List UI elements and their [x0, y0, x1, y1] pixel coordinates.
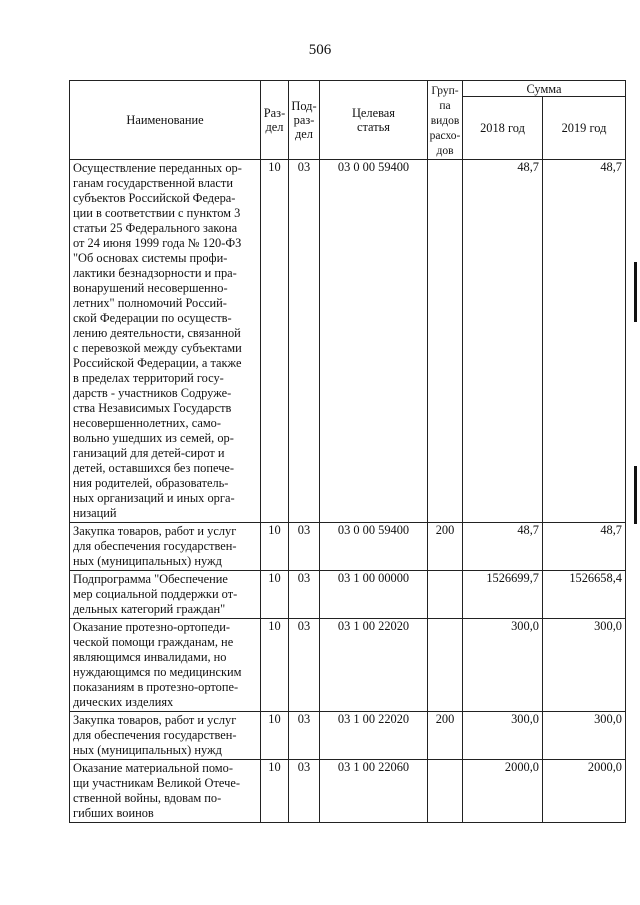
- header-sum-text: Сумма: [526, 81, 562, 96]
- row-target: 03 0 00 59400: [320, 523, 428, 571]
- table-row: [70, 571, 626, 619]
- row-podrazdel: 03: [289, 571, 320, 619]
- row-amount-2018: 48,7: [463, 523, 543, 571]
- header-name-text: Наименование: [126, 113, 204, 127]
- header-podrazdel-text: Под- раз- дел: [291, 99, 317, 141]
- row-razdel: 10: [261, 160, 289, 523]
- row-amount-2018: 48,7: [463, 160, 543, 523]
- header-group: [428, 81, 463, 160]
- row-target: 03 1 00 22020: [320, 619, 428, 712]
- row-razdel: 10: [261, 619, 289, 712]
- header-sum: [463, 81, 626, 97]
- header-target-text: Целевая статья: [351, 106, 396, 134]
- row-amount-2019: 2000,0: [543, 760, 626, 823]
- header-target: [320, 81, 428, 160]
- header-y2019-text: 2019 год: [561, 121, 607, 136]
- row-podrazdel: 03: [289, 712, 320, 760]
- table-row: [70, 760, 626, 823]
- row-group: [428, 571, 463, 619]
- row-amount-2018: 2000,0: [463, 760, 543, 823]
- row-amount-2018: 1526699,7: [463, 571, 543, 619]
- row-group: [428, 160, 463, 523]
- row-podrazdel: 03: [289, 619, 320, 712]
- row-amount-2019: 48,7: [543, 160, 626, 523]
- row-name: Закупка товаров, работ и услуг для обеспечения государствен- ных (муниципальных) нужд: [70, 712, 261, 760]
- row-target: 03 1 00 22060: [320, 760, 428, 823]
- row-amount-2019: 300,0: [543, 712, 626, 760]
- table-row: [70, 712, 626, 760]
- margin-mark-lower: [634, 466, 637, 524]
- table-row: [70, 619, 626, 712]
- row-amount-2019: 48,7: [543, 523, 626, 571]
- header-y2019: [543, 97, 626, 160]
- header-y2018-text: 2018 год: [480, 121, 525, 136]
- row-name: Подпрограмма "Обеспечение мер социальной поддержки от- дельных категорий граждан": [70, 571, 261, 619]
- row-razdel: 10: [261, 760, 289, 823]
- row-name: Осуществление переданных ор- ганам государственной власти субъектов Российской Федера- ции в соответствии с пунктом 3 статьи 25 Федерального закона от 24 июня 1999 года № 120-ФЗ "Об основах системы профи- лактики безнадзорности и пра- вонарушений несовершенно- летних" полномочий Россий- ской Федерации по осуществ- лению деятельности, связанной с перевозкой между субъектами Российской Федерации, а также в пределах территорий госу- дарств - участников Содруже- ства Независимых Государств несовершеннолетних, само- вольно ушедших из семей, ор- ганизаций для детей-сирот и детей, оставшихся без попече- ния родителей, образователь- ных организаций и иных орга- низаций: [70, 160, 261, 523]
- row-name: Оказание материальной помо- щи участникам Великой Отече- ственной войны, вдовам по- гибших воинов: [70, 760, 261, 823]
- header-razdel-text: Раз- дел: [263, 106, 286, 134]
- margin-mark-upper: [634, 262, 637, 322]
- page-number: 506: [308, 42, 332, 58]
- row-podrazdel: 03: [289, 760, 320, 823]
- row-name: Оказание протезно-ортопеди- ческой помощи гражданам, не являющимся инвалидами, но нуждающимся по медицинским показаниям в протезно-ортопе- дических изделиях: [70, 619, 261, 712]
- row-group: 200: [428, 523, 463, 571]
- budget-table: [69, 80, 626, 823]
- header-podrazdel: [289, 81, 320, 160]
- row-group: 200: [428, 712, 463, 760]
- row-razdel: 10: [261, 523, 289, 571]
- row-target: 03 1 00 00000: [320, 571, 428, 619]
- row-group: [428, 619, 463, 712]
- row-amount-2018: 300,0: [463, 712, 543, 760]
- table-row: [70, 523, 626, 571]
- row-group: [428, 760, 463, 823]
- header-y2018: [463, 97, 543, 160]
- row-podrazdel: 03: [289, 160, 320, 523]
- row-amount-2019: 300,0: [543, 619, 626, 712]
- header-group-text: Груп- па видов расхо- дов: [429, 84, 461, 157]
- row-razdel: 10: [261, 571, 289, 619]
- row-amount-2019: 1526658,4: [543, 571, 626, 619]
- row-razdel: 10: [261, 712, 289, 760]
- table-row: [70, 160, 626, 523]
- row-target: 03 1 00 22020: [320, 712, 428, 760]
- header-name: [70, 81, 261, 160]
- header-razdel: [261, 81, 289, 160]
- row-podrazdel: 03: [289, 523, 320, 571]
- row-name: Закупка товаров, работ и услуг для обеспечения государствен- ных (муниципальных) нужд: [70, 523, 261, 571]
- row-amount-2018: 300,0: [463, 619, 543, 712]
- row-target: 03 0 00 59400: [320, 160, 428, 523]
